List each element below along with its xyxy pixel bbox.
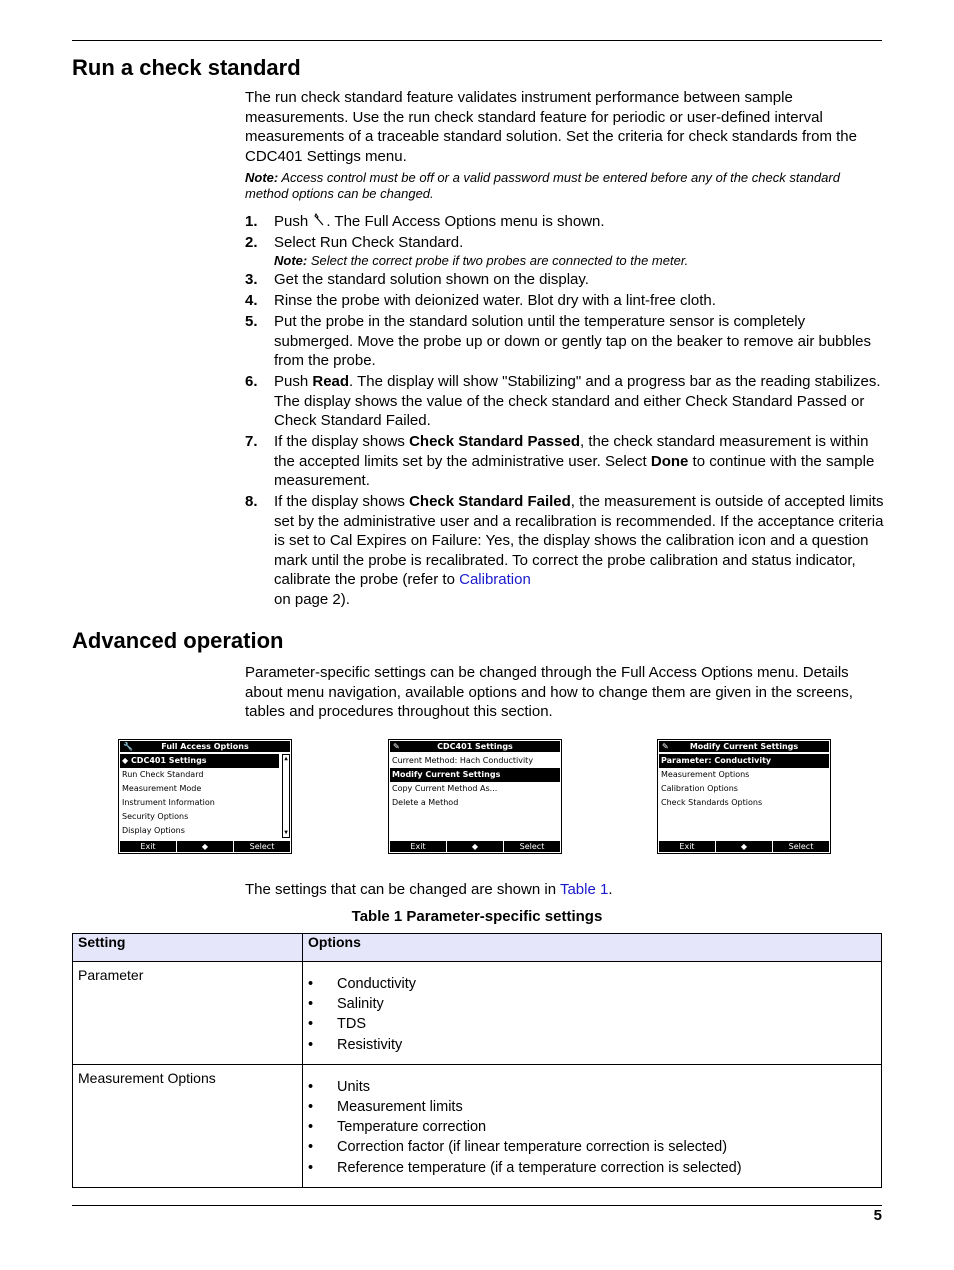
step-4: 4. Rinse the probe with deionized water. Blot dry with a lint-free cloth. (245, 292, 716, 309)
menu-item[interactable]: Measurement Mode (122, 784, 202, 793)
setting-cell: Measurement Options (73, 1064, 303, 1187)
step-8: 8. If the display shows Check Standard Failed, the measurement is outside of accepted limits set by the administrative user and a recalibration is recommended. If the acceptance criteria is set to Cal Expires on Failure: Yes, the display shows the calibration icon and a question mark until the probe is recalibrated. To correct the probe calibration and status indicator, calibrate the probe (refer to Calibration on page 2). (245, 493, 884, 608)
screen-title: 🔧 Full Access Options (120, 741, 290, 752)
option-item: • Reference temperature (if a temperature correction is selected) (308, 1158, 876, 1178)
option-item: • Units (308, 1077, 876, 1097)
menu-item[interactable]: Display Options (122, 826, 185, 835)
option-item: • Correction factor (if linear temperature correction is selected) (308, 1137, 876, 1157)
menu-item[interactable]: Parameter: Conductivity (659, 754, 829, 768)
softkey-bar (390, 841, 560, 852)
scroll-up-icon: ▲ (284, 755, 288, 762)
option-item: • Conductivity (308, 974, 876, 994)
menu-item[interactable]: ◆ CDC401 Settings (120, 754, 279, 768)
step-3: 3. Get the standard solution shown on the display. (245, 271, 589, 288)
column-header-setting: Setting (73, 934, 303, 962)
section1-intro: The run check standard feature validates instrument performance between sample measurements. Use the run check standard feature for periodic or user-defined interval measurements of a traceable standard solution. Set the criteria for check standards from the CDC401 Settings menu. (245, 89, 857, 165)
section1-note: Note: Access control must be off or a valid password must be entered before any of the check standard method options can be changed. (245, 170, 840, 201)
navigate-softkey[interactable]: ◆ (177, 841, 234, 852)
menu-item[interactable]: Run Check Standard (122, 770, 204, 779)
step-5: 5. Put the probe in the standard solution until the temperature sensor is completely submerged. Move the probe up or down or gently tap on the beaker to remove air bubbles from the probe. (245, 313, 872, 369)
scrollbar[interactable] (282, 754, 290, 838)
menu-item[interactable]: Current Method: Hach Conductivity (392, 756, 534, 765)
screen-cdc401-settings (388, 739, 562, 854)
select-softkey[interactable]: Select (249, 842, 275, 851)
select-softkey[interactable]: Select (519, 842, 545, 851)
screen-full-access-options (118, 739, 292, 854)
exit-softkey[interactable]: Exit (120, 841, 177, 852)
step-2-note: Note: Select the correct probe if two probes are connected to the meter. (274, 252, 689, 268)
menu-item[interactable]: Calibration Options (661, 784, 738, 793)
exit-softkey[interactable]: Exit (390, 841, 447, 852)
table-row (73, 962, 882, 1065)
settings-sentence: The settings that can be changed are shown in Table 1. (245, 881, 613, 898)
navigate-softkey[interactable]: ◆ (447, 841, 504, 852)
table-row (73, 1064, 882, 1187)
menu-item[interactable]: Modify Current Settings (390, 768, 560, 782)
section2-body (245, 663, 885, 722)
softkey-bar (659, 841, 829, 852)
wrench-icon (312, 212, 326, 232)
menu-item[interactable]: Measurement Options (661, 770, 750, 779)
select-softkey[interactable]: Select (788, 842, 814, 851)
bottom-rule (72, 1205, 882, 1206)
top-rule (72, 40, 882, 41)
section1-body (245, 88, 885, 611)
probe-icon: ✎ (662, 742, 669, 751)
parameter-settings-table (72, 933, 882, 1188)
section2-intro: Parameter-specific settings can be changed through the Full Access Options menu. Details about menu navigation, available options and how to change them are given in the screens, tables and procedures throughout this section. (245, 664, 853, 720)
scroll-down-icon: ▼ (284, 829, 288, 836)
options-cell (303, 1064, 882, 1187)
screen-modify-current-settings (657, 739, 831, 854)
softkey-bar (120, 841, 290, 852)
column-header-options: Options (303, 934, 882, 962)
table-header-row (73, 934, 882, 962)
probe-icon: ✎ (393, 742, 400, 751)
menu-item[interactable]: Security Options (122, 812, 189, 821)
table-caption: Table 1 Parameter-specific settings (351, 908, 603, 925)
page-number: 5 (873, 1207, 882, 1224)
setting-cell: Parameter (73, 962, 303, 1065)
step-2: 2. Select Run Check Standard. Note: Select the correct probe if two probes are connected to the meter. (245, 233, 885, 269)
option-item: • Measurement limits (308, 1097, 876, 1117)
menu-item[interactable]: Delete a Method (392, 798, 459, 807)
wrench-icon: 🔧 (123, 742, 133, 751)
option-item: • TDS (308, 1014, 876, 1034)
screen-title: ✎ CDC401 Settings (390, 741, 560, 752)
option-item: • Resistivity (308, 1035, 876, 1055)
screen-title: ✎ Modify Current Settings (659, 741, 829, 752)
menu-item[interactable]: Check Standards Options (661, 798, 763, 807)
step-7: 7. If the display shows Check Standard Passed, the check standard measurement is within the accepted limits set by the administrative user. Select Done to continue with the sample measurement. (245, 433, 875, 489)
section-heading-advanced-operation: Advanced operation (72, 628, 284, 653)
options-cell (303, 962, 882, 1065)
table-1-link[interactable]: Table 1 (559, 881, 609, 898)
section-heading-run-check-standard: Run a check standard (72, 55, 301, 80)
calibration-link[interactable]: Calibration (459, 571, 531, 588)
navigate-softkey[interactable]: ◆ (716, 841, 773, 852)
option-item: • Salinity (308, 994, 876, 1014)
option-item: • Temperature correction (308, 1117, 876, 1137)
menu-item[interactable]: Instrument Information (122, 798, 215, 807)
step-1: 1. Push . The Full Access Options menu is shown. (245, 213, 605, 230)
step-6: 6. Push Read. The display will show "Stabilizing" and a progress bar as the reading stabilizes. The display shows the value of the check standard and either Check Standard Passed or Check Standard Failed. (245, 373, 881, 429)
procedure-steps (245, 212, 885, 609)
exit-softkey[interactable]: Exit (659, 841, 716, 852)
menu-item[interactable]: Copy Current Method As... (392, 784, 498, 793)
